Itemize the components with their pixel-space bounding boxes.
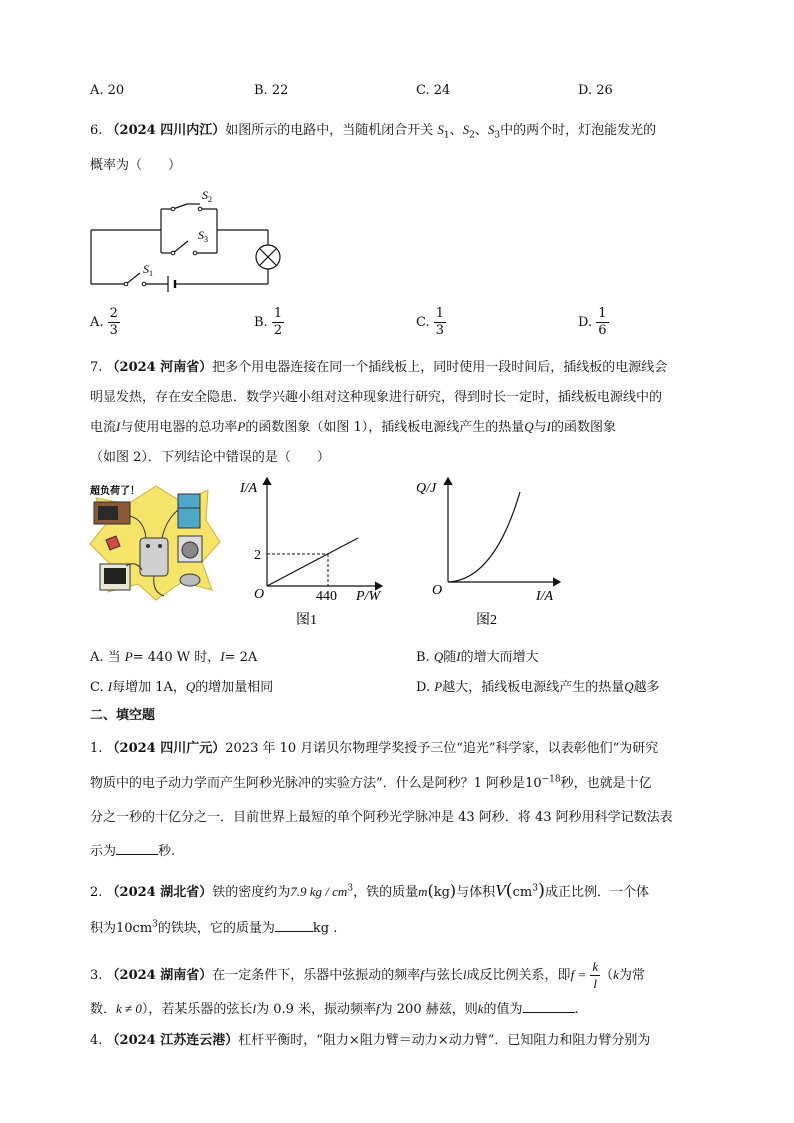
denominator: 2	[273, 323, 283, 338]
var-k: k	[613, 967, 619, 982]
t: 随	[443, 650, 457, 665]
t: ），若某乐器的弦长	[141, 1002, 253, 1017]
t: 的函数图象（如图 1），插线板电源线产生的热量	[245, 420, 525, 435]
var-s: S	[437, 122, 444, 137]
washer-drum	[182, 542, 198, 558]
numerator: k	[592, 959, 599, 974]
denominator: 3	[109, 323, 118, 338]
switch-contact	[142, 282, 146, 286]
option-label: A.	[90, 315, 104, 330]
var-i: I	[546, 419, 551, 434]
origin-label: O	[432, 583, 443, 598]
t: 每增加 1A，	[112, 680, 186, 695]
q5-option-a: A. 20	[90, 83, 125, 98]
var-i: I	[456, 649, 461, 664]
q7-option-d	[416, 676, 660, 695]
var-v: V	[495, 881, 506, 900]
q7-stem-line2: 明显发热，存在安全隐患．数学兴趣小组对这种现象进行研究，得到时长一定时，插线板电源线中的	[90, 390, 663, 405]
question-number: 6.	[90, 123, 103, 138]
var-p: P	[237, 419, 246, 434]
question-source: （2024 湖北省）	[106, 885, 213, 900]
q7-option-c	[90, 676, 273, 695]
q7-stem-line4: （如图 2）．下列结论中错误的是（ ）	[90, 450, 330, 465]
denominator: 3	[435, 323, 445, 338]
switch-contact	[193, 251, 197, 255]
question-source: （2024 江苏连云港）	[106, 1033, 239, 1048]
option-label: D.	[578, 315, 593, 330]
f3-line2	[90, 998, 579, 1017]
var-s: S	[462, 122, 470, 137]
x-axis-label: P/W	[356, 589, 381, 604]
figure-caption: 图2	[476, 613, 497, 628]
t: 物质中的电子动力学而产生阿秒光脉冲的实验方法”．什么是阿秒？1 阿秒是	[90, 776, 526, 791]
q6-text1: 如图所示的电路中，当随机闭合开关	[225, 123, 434, 138]
option-label: C.	[416, 315, 430, 330]
option-label: B.	[254, 315, 268, 330]
var-q: Q	[433, 649, 444, 664]
volume-value: 10cm	[116, 921, 153, 936]
t: 的函数图象	[550, 420, 616, 435]
t: 为 0.9 米，振动频率	[256, 1002, 377, 1017]
var-i: I	[220, 649, 225, 664]
parabola-curve	[448, 492, 520, 582]
sep: 、	[474, 123, 488, 138]
t: 示为	[90, 844, 117, 859]
t: 与	[533, 420, 547, 435]
var-q: Q	[624, 679, 634, 694]
q7-line1: 把多个用电器连接在同一个插线板上，同时使用一段时间后，插线板的电源线会	[212, 360, 668, 375]
q6-stem	[90, 119, 656, 141]
figure-1-graph	[232, 474, 404, 636]
numerator: 1	[273, 306, 283, 321]
numerator: 1	[435, 306, 445, 321]
density-value: 7.9 kg / cm	[290, 884, 348, 899]
exponent: 3	[347, 883, 354, 894]
question-number: 3.	[90, 968, 103, 983]
question-number: 1.	[90, 741, 103, 756]
var-k: k	[477, 1001, 484, 1016]
var-m: m	[418, 884, 428, 899]
var-f: f	[420, 967, 424, 982]
var-p: P	[124, 649, 133, 664]
var-l: l	[252, 1001, 257, 1016]
t: A. 当	[90, 650, 121, 665]
t: ，铁的质量	[353, 885, 419, 900]
var-q: Q	[185, 679, 196, 694]
label-s2: $S_2$	[202, 188, 212, 204]
f1-line2	[90, 772, 652, 791]
exponent: 3	[532, 883, 538, 894]
switch-s1-blade	[126, 273, 140, 284]
fraction	[108, 306, 120, 339]
unit: cm	[512, 885, 533, 900]
t: 的铁块，它的质量为	[157, 921, 275, 936]
microwave-window	[98, 506, 118, 520]
t: 在一定条件下，乐器中弦振动的频率	[212, 968, 421, 983]
t: 为 200 赫兹，则	[379, 1002, 478, 1017]
t: C.	[90, 680, 104, 695]
overload-cartoon-image	[86, 480, 222, 602]
f1-line1	[90, 737, 658, 756]
t: 成反比例关系，即	[466, 968, 571, 983]
fraction	[272, 306, 284, 339]
numerator: 1	[598, 306, 607, 321]
k-condition: k ≠ 0	[116, 1001, 142, 1016]
f4-line1	[90, 1029, 650, 1048]
fridge-icon	[178, 494, 200, 528]
var-f: f	[376, 1001, 380, 1016]
question-number: 7.	[90, 360, 103, 375]
fraction	[596, 306, 608, 339]
q6-option-a	[90, 306, 120, 339]
paren-open: (	[427, 881, 434, 900]
question-source: （2024 四川内江）	[106, 123, 226, 138]
t: 为常	[618, 968, 645, 983]
t: 越大，插线板电源线产生的热量	[442, 680, 625, 695]
t: 秒，也就是十亿	[560, 776, 652, 791]
question-source: （2024 四川广元）	[106, 741, 226, 756]
q7-stem-line3	[90, 416, 616, 435]
label-s3: $S_3$	[198, 228, 208, 244]
denominator: 6	[598, 323, 607, 338]
figure-caption: 图1	[296, 613, 317, 628]
section-heading: 二、填空题	[90, 708, 156, 723]
q6-text2: 中的两个时，灯泡能发光的	[500, 123, 657, 138]
f2-line2	[90, 917, 337, 936]
paren-open: (	[505, 880, 513, 901]
figure-2-graph	[410, 474, 570, 636]
q6-stem-line2: 概率为（ ）	[90, 158, 182, 173]
x-tick-label: 440	[316, 589, 337, 604]
f2-line1	[90, 880, 649, 901]
exponent: 3	[152, 919, 158, 930]
f1-line4	[90, 840, 175, 859]
t: 铁的密度约为	[212, 885, 291, 900]
var-l: l	[462, 967, 467, 982]
power-strip-icon	[140, 538, 168, 576]
t: 电流	[90, 420, 117, 435]
q6-option-b	[254, 306, 284, 339]
circuit-diagram	[88, 183, 288, 301]
unit: kg	[433, 885, 450, 900]
y-axis-label: Q/J	[416, 481, 437, 496]
f1-line3: 分之一秒的十亿分之一．目前世界上最短的单个阿秒光学脉冲是 43 阿秒．将 43 阿秒用科学记数法表	[90, 810, 673, 825]
t: 的值为	[483, 1002, 523, 1017]
q5-option-d: D. 26	[578, 83, 613, 98]
question-source: （2024 河南省）	[106, 360, 213, 375]
t: 与体积	[456, 885, 496, 900]
question-source: （2024 湖南省）	[106, 968, 213, 983]
switch-contact	[124, 282, 128, 286]
kettle-icon	[180, 574, 200, 586]
t: .	[574, 1002, 579, 1017]
question-number: 4.	[90, 1033, 103, 1048]
paren-close: )	[537, 880, 545, 901]
var-q: Q	[524, 419, 534, 434]
switch-contact	[171, 207, 175, 211]
q5-option-c: C. 24	[416, 83, 451, 98]
label-s1: $S_1$	[143, 262, 153, 278]
t: 越多	[633, 680, 660, 695]
t: 的增加量相同	[195, 680, 274, 695]
var-p: P	[434, 679, 443, 694]
equation-lhs: f =	[570, 967, 587, 982]
sep: 、	[449, 123, 463, 138]
t: 与弦长	[423, 968, 463, 983]
f3-line1	[90, 959, 645, 992]
t: = 2A	[224, 650, 258, 665]
t: 与使用电器的总功率	[120, 420, 238, 435]
answer-blank[interactable]	[116, 854, 158, 855]
t: 积为	[90, 921, 117, 936]
numerator: 2	[109, 306, 118, 321]
fraction	[590, 959, 600, 992]
power-exponent: −18	[541, 774, 561, 785]
y-axis-label: I/A	[240, 481, 258, 496]
paren-close: )	[449, 881, 457, 900]
answer-blank[interactable]	[523, 1012, 575, 1013]
t: 的增大而增大	[460, 650, 539, 665]
sub: 1	[443, 130, 450, 141]
denominator: l	[593, 976, 598, 991]
monitor-screen	[104, 568, 126, 584]
cartoon-caption: 超负荷了！	[90, 486, 140, 497]
q6-option-d	[578, 306, 609, 339]
power-base: 10	[525, 776, 542, 791]
q6-option-c	[416, 306, 446, 339]
answer-blank[interactable]	[275, 931, 313, 932]
socket-hole	[146, 544, 150, 548]
sub: 2	[469, 130, 475, 141]
switch-contact	[171, 251, 175, 255]
x-axis-label: I/A	[536, 589, 554, 604]
t: kg .	[312, 921, 338, 936]
var-i: I	[116, 419, 121, 434]
t: 数．	[90, 1002, 117, 1017]
question-number: 2.	[90, 885, 103, 900]
y-tick-label: 2	[254, 548, 261, 563]
origin-label: O	[254, 587, 265, 602]
t: （	[600, 968, 614, 983]
q7-option-b	[416, 646, 539, 665]
var-s: S	[487, 122, 495, 137]
var-i: I	[107, 679, 113, 694]
q5-option-b: B. 22	[254, 83, 289, 98]
switch-contact	[198, 207, 202, 211]
t: D.	[416, 680, 431, 695]
t: 秒.	[158, 844, 176, 859]
t: 成正比例．一个体	[544, 885, 649, 900]
q7-stem-line1	[90, 356, 667, 375]
t: B.	[416, 650, 430, 665]
sub: 3	[494, 130, 501, 141]
q7-option-a	[90, 646, 257, 665]
socket-hole	[158, 544, 162, 548]
t: = 440 W 时，	[132, 650, 221, 665]
line-graph	[267, 538, 358, 586]
switch-s3-blade	[173, 241, 188, 253]
t: 杠杆平衡时，“阻力×阻力臂＝动力×动力臂”．已知阻力和阻力臂分别为	[238, 1033, 651, 1048]
t: 2023 年 10 月诺贝尔物理学奖授予三位“追光”科学家，以表彰他们“为研究	[225, 741, 659, 756]
fraction	[434, 306, 446, 339]
